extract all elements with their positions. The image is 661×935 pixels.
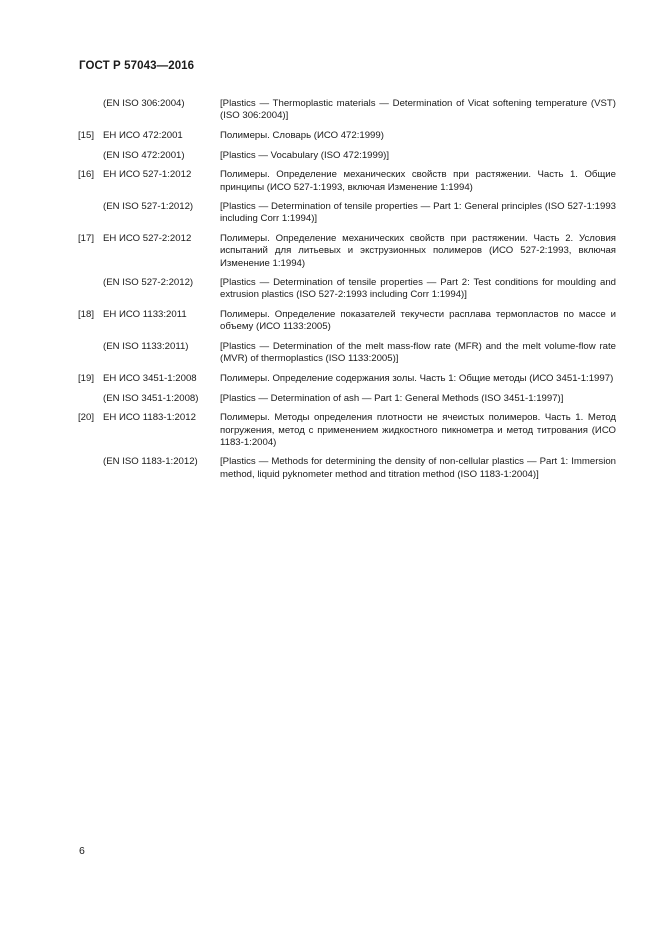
- reference-number: [18]: [78, 309, 95, 321]
- reference-code: (EN ISO 527-2:2012): [103, 277, 194, 289]
- reference-description: [Plastics — Vocabulary (ISO 472:1999)]: [220, 149, 390, 161]
- reference-code: (EN ISO 472:2001): [103, 149, 185, 161]
- page-number: 6: [79, 845, 85, 857]
- reference-number: [15]: [78, 129, 95, 141]
- references-list: [78, 98, 616, 488]
- reference-row: [78, 233, 616, 270]
- reference-row: [78, 98, 616, 122]
- reference-row: [78, 130, 616, 142]
- reference-code: (EN ISO 1133:2011): [103, 341, 189, 353]
- reference-description: Полимеры. Определение показателей текучести расплава термопластов по массе и объему (ИСО 1133:2005): [220, 309, 616, 333]
- reference-row: [78, 412, 616, 449]
- reference-number: [19]: [78, 372, 95, 384]
- reference-code: ЕН ИСО 527-1:2012: [103, 169, 192, 181]
- reference-code: ЕН ИСО 3451-1:2008: [103, 372, 197, 384]
- reference-row: [78, 169, 616, 193]
- reference-row: [78, 393, 616, 405]
- page-header-title: ГОСТ Р 57043—2016: [79, 60, 195, 72]
- reference-description: Полимеры. Определение механических свойств при растяжении. Часть 2. Условия испытаний для литьевых и экструзионных полимеров (ИСО 527-2:1993, включая Изменение 1:1994): [220, 233, 616, 269]
- reference-description: [Plastics — Methods for determining the density of non-cellular plastics — Part 1: Immersion method, liquid pyknometer method and titration method (ISO 1183-1:2004)]: [220, 456, 616, 480]
- reference-description: [Plastics — Determination of the melt mass-flow rate (MFR) and the melt volume-flow rate (MVR) of thermoplastics (ISO 1133:2005)]: [220, 341, 616, 365]
- reference-description: [Plastics — Thermoplastic materials — Determination of Vicat softening temperature (VST) (ISO 306:2004)]: [220, 98, 616, 122]
- reference-row: [78, 456, 616, 480]
- reference-row: [78, 309, 616, 333]
- reference-description: [Plastics — Determination of ash — Part 1: General Methods (ISO 3451-1:1997)]: [220, 392, 564, 404]
- reference-row: [78, 201, 616, 225]
- reference-description: Полимеры. Определение механических свойств при растяжении. Часть 1. Общие принципы (ИСО 527-1:1993, включая Изменение 1:1994): [220, 169, 616, 193]
- reference-code: (EN ISO 527-1:2012): [103, 201, 194, 213]
- reference-row: [78, 277, 616, 301]
- reference-description: [Plastics — Determination of tensile properties — Part 1: General principles (ISO 527-1:1993 including Corr 1:1994)]: [220, 201, 616, 225]
- reference-description: Полимеры. Словарь (ИСО 472:1999): [220, 129, 384, 141]
- reference-code: ЕН ИСО 527-2:2012: [103, 233, 192, 245]
- reference-code: ЕН ИСО 1133:2011: [103, 309, 187, 321]
- reference-code: (EN ISO 1183-1:2012): [103, 456, 198, 468]
- reference-row: [78, 150, 616, 162]
- reference-number: [20]: [78, 412, 95, 424]
- reference-description: [Plastics — Determination of tensile properties — Part 2: Test conditions for moulding and extrusion plastics (ISO 527-2:1993 including Corr 1:1994)]: [220, 277, 616, 301]
- reference-row: [78, 341, 616, 365]
- reference-row: [78, 373, 616, 385]
- reference-code: ЕН ИСО 472:2001: [103, 129, 183, 141]
- reference-description: Полимеры. Методы определения плотности не ячеистых полимеров. Часть 1. Метод погружения, метод с применением жидкостного пикнометра и метод титрования (ИСО 1183-1:2004): [220, 412, 616, 448]
- reference-number: [17]: [78, 233, 95, 245]
- reference-code: (EN ISO 306:2004): [103, 98, 185, 109]
- reference-description: Полимеры. Определение содержания золы. Часть 1: Общие методы (ИСО 3451-1:1997): [220, 372, 614, 384]
- reference-number: [16]: [78, 169, 95, 181]
- reference-code: (EN ISO 3451-1:2008): [103, 392, 199, 404]
- reference-code: ЕН ИСО 1183-1:2012: [103, 412, 196, 424]
